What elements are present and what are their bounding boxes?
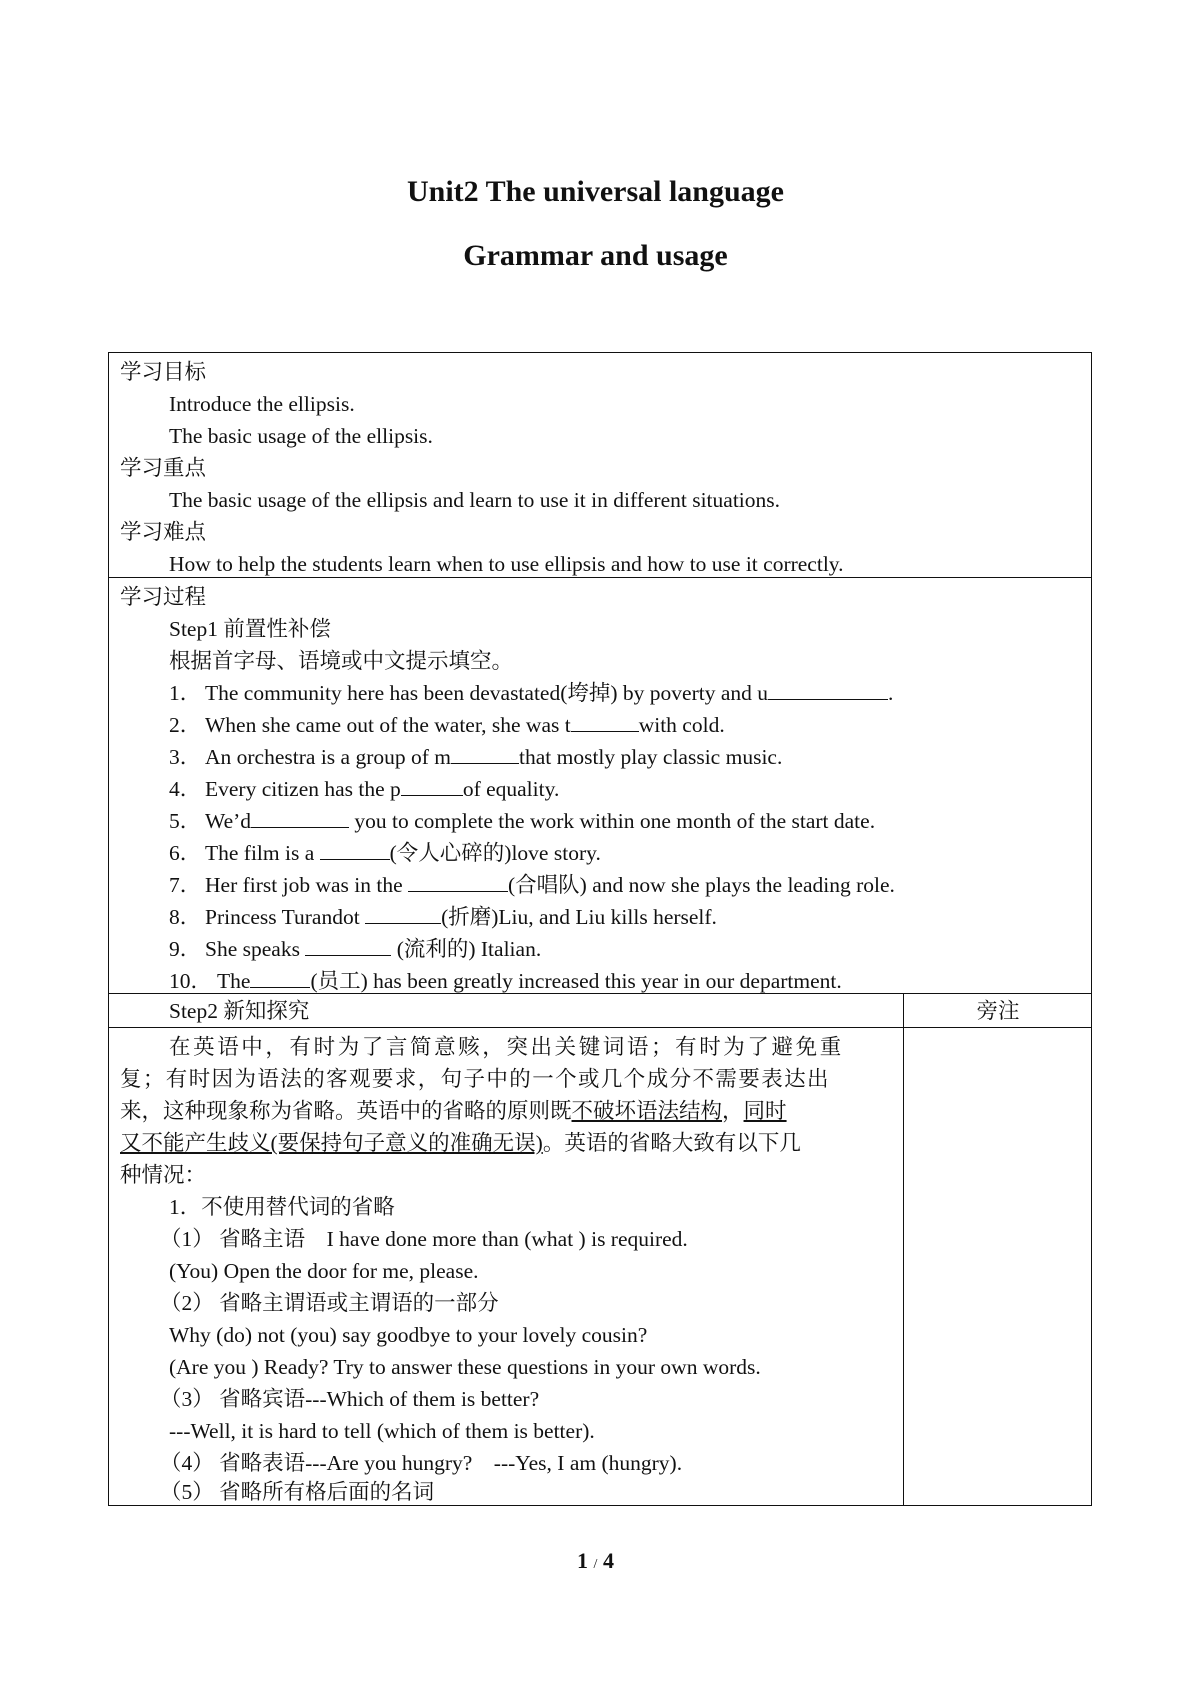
page-subtitle: Grammar and usage (463, 239, 728, 272)
answer-blank[interactable] (571, 711, 639, 732)
intro-line: 又不能产生歧义(要保持句子意义的准确无误)。英语的省略大致有以下几 (120, 1131, 801, 1155)
exercise-item: 9． She speaks (流利的) Italian. (169, 933, 541, 965)
example-sentence: (You) Open the door for me, please. (169, 1259, 479, 1283)
step1-instruction: 根据首字母、语境或中文提示填空。 (169, 649, 514, 673)
exercise-item: 3． An orchestra is a group of m that mostly play classic music. (169, 741, 782, 773)
objective-item: Introduce the ellipsis. (169, 392, 355, 416)
page-title: Unit2 The universal language (406, 175, 784, 208)
answer-blank[interactable] (305, 935, 391, 956)
example-sentence: (Are you ) Ready? Try to answer these questions in your own words. (169, 1355, 761, 1379)
example-sentence: Why (do) not (you) say goodbye to your lovely cousin? (169, 1323, 648, 1347)
page-number: 1 / 4 (577, 1548, 614, 1573)
rule-item: （2） 省略主谓语或主谓语的一部分 (160, 1291, 499, 1315)
side-column-divider (903, 994, 904, 1506)
intro-line: 种情况： (120, 1163, 207, 1187)
exercise-number: 10． (169, 969, 213, 993)
step1-title: Step1 前置性补偿 (169, 617, 331, 641)
answer-blank[interactable] (250, 967, 310, 988)
answer-blank[interactable] (365, 903, 441, 924)
exercise-number: 9． (169, 937, 202, 961)
exercise-item: 6． The film is a (令人心碎的)love story. (169, 837, 601, 869)
exercise-item: 5． We’d you to complete the work within one month of the start date. (169, 805, 875, 837)
exercise-item: 2． When she came out of the water, she was t with cold. (169, 709, 725, 741)
answer-blank[interactable] (768, 679, 888, 700)
objectives-cell (108, 352, 1092, 578)
key-points-text: The basic usage of the ellipsis and learn to use it in different situations. (169, 488, 781, 512)
exercise-number: 5． (169, 809, 202, 833)
exercise-number: 7． (169, 873, 202, 897)
exercise-number: 6． (169, 841, 202, 865)
rule-item: （1） 省略主语 I have done more than (what ) is required. (160, 1227, 688, 1251)
answer-blank[interactable] (251, 807, 349, 828)
intro-line: 复；有时因为语法的客观要求，句子中的一个或几个成分不需要表达出 (120, 1067, 830, 1091)
rule-item: （3） 省略宾语---Which of them is better? (160, 1387, 540, 1411)
answer-blank[interactable] (401, 775, 463, 796)
key-points-heading: 学习重点 (120, 456, 207, 480)
exercise-item: 7． Her first job was in the (合唱队) and now she plays the leading role. (169, 869, 895, 901)
example-sentence: ---Well, it is hard to tell (which of them is better). (169, 1419, 595, 1443)
exercise-number: 4． (169, 777, 202, 801)
step2-title: Step2 新知探究 (169, 999, 310, 1023)
exercise-number: 2． (169, 713, 202, 737)
difficulties-heading: 学习难点 (120, 520, 207, 544)
exercise-item: 10． The (员工) has been greatly increased this year in our department. (169, 965, 842, 997)
emphasis-underline: 不破坏语法结构 (571, 1099, 723, 1123)
intro-line: 来，这种现象称为省略。英语中的省略的原则既不破坏语法结构，同时 (120, 1099, 787, 1123)
objective-item: The basic usage of the ellipsis. (169, 424, 433, 448)
difficulties-text: How to help the students learn when to use ellipsis and how to use it correctly. (169, 552, 844, 576)
intro-line: 在英语中，有时为了言简意赅，突出关键词语；有时为了避免重 (169, 1035, 844, 1059)
exercise-item: 8． Princess Turandot (折磨)Liu, and Liu kills herself. (169, 901, 717, 933)
answer-blank[interactable] (320, 839, 390, 860)
answer-blank[interactable] (451, 743, 519, 764)
answer-blank[interactable] (408, 871, 508, 892)
rule-item: （4） 省略表语---Are you hungry? ---Yes, I am (hungry). (160, 1451, 683, 1475)
exercise-item: 1． The community here has been devastated(垮掉) by poverty and u . (169, 677, 893, 709)
objectives-heading: 学习目标 (120, 360, 207, 384)
side-notes-label: 旁注 (976, 999, 1020, 1023)
emphasis-underline: 又不能产生歧义(要保持句子意义的准确无误) (120, 1131, 543, 1155)
rule-item: （5） 省略所有格后面的名词 (160, 1480, 435, 1504)
exercise-number: 8． (169, 905, 202, 929)
process-heading: 学习过程 (120, 585, 207, 609)
exercise-number: 1． (169, 681, 202, 705)
section-heading: 1．不使用替代词的省略 (169, 1195, 395, 1219)
exercise-number: 3． (169, 745, 202, 769)
exercise-item: 4． Every citizen has the p of equality. (169, 773, 559, 805)
emphasis-underline: 同时 (743, 1099, 787, 1123)
